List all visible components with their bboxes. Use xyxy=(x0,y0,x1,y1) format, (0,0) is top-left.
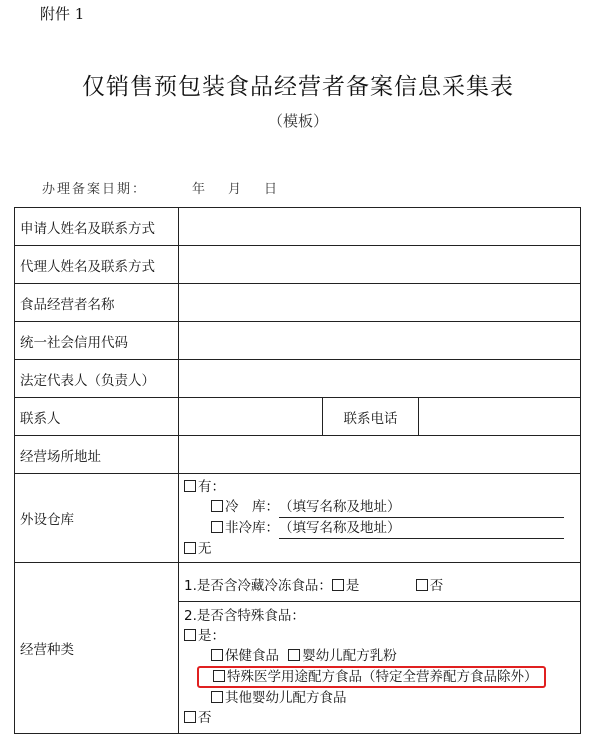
date-year: 年 xyxy=(192,182,206,197)
filing-date-row xyxy=(42,178,300,197)
warehouse-has-label: 有： xyxy=(198,479,225,495)
infant-milk-checkbox[interactable] xyxy=(288,649,300,661)
table-row xyxy=(15,398,581,436)
warehouse-none-checkbox[interactable] xyxy=(184,542,196,554)
table-row xyxy=(15,474,581,563)
date-day: 日 xyxy=(264,182,278,197)
q2-no-checkbox[interactable] xyxy=(184,711,196,723)
q2-yes-label: 是： xyxy=(198,627,225,644)
medical-food-checkbox[interactable] xyxy=(213,670,225,682)
warehouse-none-label: 无 xyxy=(198,541,212,557)
noncold-storage-checkbox[interactable] xyxy=(211,521,223,533)
table-row xyxy=(15,563,581,734)
applicant-label: 申请人姓名及联系方式 xyxy=(15,208,179,246)
form-title: 仅销售预包装食品经营者备案信息采集表 xyxy=(82,74,514,100)
q1-yes-checkbox[interactable] xyxy=(332,579,344,591)
divider xyxy=(179,601,580,602)
form-subtitle: （模板） xyxy=(267,112,328,130)
address-field[interactable] xyxy=(179,436,581,474)
medical-food-label: 特殊医学用途配方食品（特定全营养配方食品除外） xyxy=(227,668,538,685)
other-infant-label: 其他婴幼儿配方食品 xyxy=(225,689,347,706)
legal-rep-field[interactable] xyxy=(179,360,581,398)
q1-no-checkbox[interactable] xyxy=(416,579,428,591)
other-infant-checkbox[interactable] xyxy=(211,691,223,703)
cold-storage-fill[interactable]: （填写名称及地址） xyxy=(279,497,564,518)
applicant-field[interactable] xyxy=(179,208,581,246)
operator-name-label: 食品经营者名称 xyxy=(15,284,179,322)
info-table xyxy=(14,207,581,734)
table-row xyxy=(15,284,581,322)
cold-storage-checkbox[interactable] xyxy=(211,500,223,512)
q2-label: 2.是否含特殊食品： xyxy=(184,607,305,624)
q1-yes-label: 是 xyxy=(345,577,360,594)
q1-no-label: 否 xyxy=(429,577,444,594)
business-type-options xyxy=(179,563,581,734)
noncold-storage-fill[interactable]: （填写名称及地址） xyxy=(279,518,564,539)
table-row xyxy=(15,322,581,360)
q1-label: 1.是否含冷藏冷冻食品： xyxy=(184,577,332,594)
health-food-checkbox[interactable] xyxy=(211,649,223,661)
contact-label: 联系人 xyxy=(15,398,179,436)
phone-label: 联系电话 xyxy=(323,398,419,436)
infant-milk-label: 婴幼儿配方乳粉 xyxy=(302,647,397,664)
credit-code-label: 统一社会信用代码 xyxy=(15,322,179,360)
cold-storage-label: 冷 库： xyxy=(225,499,279,515)
credit-code-field[interactable] xyxy=(179,322,581,360)
table-row xyxy=(15,436,581,474)
table-row xyxy=(15,246,581,284)
table-row xyxy=(15,208,581,246)
date-month: 月 xyxy=(228,182,242,197)
warehouse-has-checkbox[interactable] xyxy=(184,480,196,492)
attachment-label: 附件 1 xyxy=(40,5,85,23)
q2-no-label: 否 xyxy=(198,709,212,726)
table-row xyxy=(15,360,581,398)
phone-field[interactable] xyxy=(419,398,581,436)
noncold-storage-label: 非冷库： xyxy=(225,520,279,536)
warehouse-options xyxy=(179,474,581,563)
warehouse-label: 外设仓库 xyxy=(15,474,179,563)
legal-rep-label: 法定代表人（负责人） xyxy=(15,360,179,398)
agent-label: 代理人姓名及联系方式 xyxy=(15,246,179,284)
address-label: 经营场所地址 xyxy=(15,436,179,474)
agent-field[interactable] xyxy=(179,246,581,284)
contact-field[interactable] xyxy=(179,398,323,436)
filing-date-label: 办理备案日期： xyxy=(42,182,148,197)
health-food-label: 保健食品 xyxy=(225,647,279,664)
medical-food-highlight xyxy=(197,666,546,688)
q2-yes-checkbox[interactable] xyxy=(184,629,196,641)
business-type-label: 经营种类 xyxy=(15,563,179,734)
operator-name-field[interactable] xyxy=(179,284,581,322)
